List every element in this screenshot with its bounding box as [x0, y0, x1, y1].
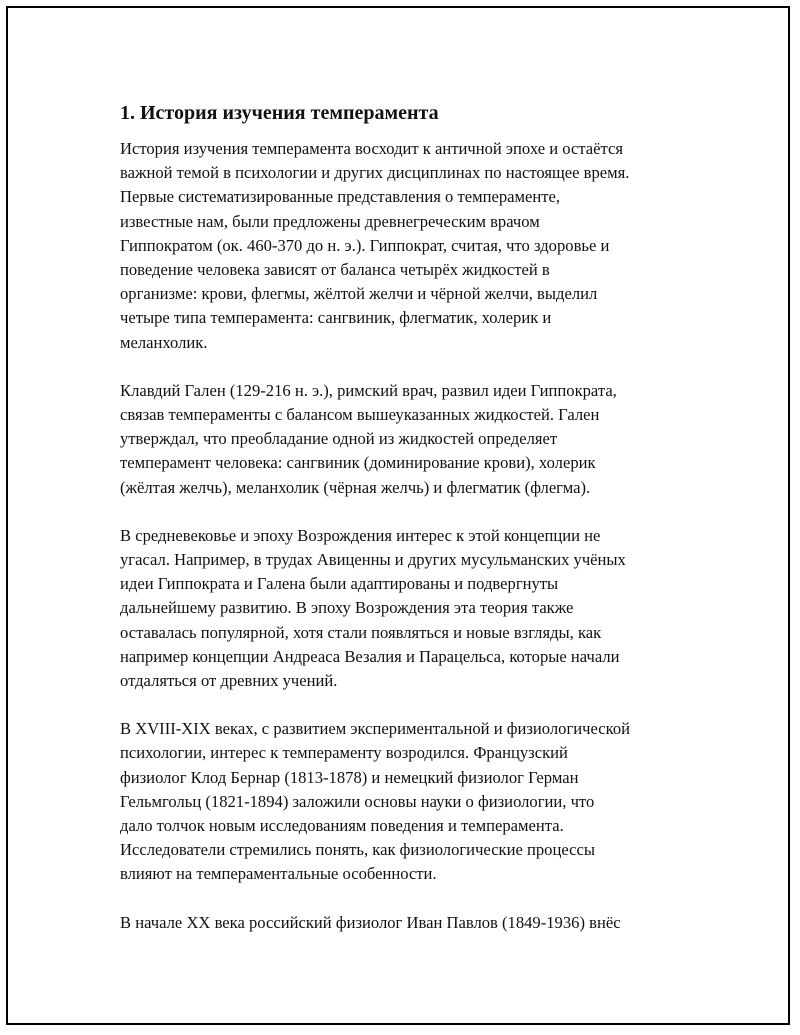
text-line: физиолог Клод Бернар (1813-1878) и немецкий физиолог Герман: [120, 767, 579, 787]
text-line: Исследователи стремились понять, как физиологические процессы: [120, 840, 596, 860]
paragraph-5: [120, 911, 700, 935]
text-line: связав темпераменты с балансом вышеуказанных жидкостей. Гален: [120, 405, 600, 425]
text-line: Гиппократом (ок. 460-370 до н. э.). Гиппократ, считая, что здоровье и: [120, 235, 610, 255]
text-line: влияют на темпераментальные особенности.: [120, 864, 437, 884]
text-line: меланхолик.: [120, 332, 208, 352]
text-line: утверждал, что преобладание одной из жидкостей определяет: [120, 429, 558, 449]
text-line: психологии, интерес к темпераменту возродился. Французский: [120, 743, 568, 763]
text-line: известные нам, были предложены древнегреческим врачом: [120, 211, 540, 231]
paragraph-3: [120, 524, 700, 693]
section-heading: 1. История изучения темперамента: [120, 102, 439, 124]
text-line: оставалась популярной, хотя стали появляться и новые взгляды, как: [120, 622, 602, 642]
text-line: Первые систематизированные представления о темпераменте,: [120, 187, 560, 207]
text-line: дало толчок новым исследованиям поведения и темперамента.: [120, 816, 564, 836]
text-line: Гельмгольц (1821-1894) заложили основы науки о физиологии, что: [120, 791, 595, 811]
paragraph-1: [120, 137, 700, 355]
text-line: дальнейшему развитию. В эпоху Возрождения эта теория также: [120, 598, 574, 618]
text-line: В начале XX века российский физиолог Иван Павлов (1849-1936) внёс: [120, 912, 621, 932]
text-line: организме: крови, флегмы, жёлтой желчи и чёрной желчи, выделил: [120, 284, 598, 304]
text-line: История изучения темперамента восходит к античной эпохе и остаётся: [120, 139, 623, 158]
text-line: идеи Гиппократа и Галена были адаптированы и подвергнуты: [120, 574, 559, 594]
text-line: (жёлтая желчь), меланхолик (чёрная желчь) и флегматик (флегма).: [120, 477, 591, 497]
text-line: поведение человека зависят от баланса четырёх жидкостей в: [120, 260, 550, 280]
text-line: темперамент человека: сангвиник (доминирование крови), холерик: [120, 453, 596, 473]
text-line: четыре типа темперамента: сангвиник, флегматик, холерик и: [120, 308, 552, 328]
text-line: В средневековье и эпоху Возрождения интерес к этой концепции не: [120, 525, 601, 545]
text-line: Клавдий Гален (129-216 н. э.), римский врач, развил идеи Гиппократа,: [120, 380, 617, 400]
document-page: [6, 6, 790, 1025]
text-line: угасал. Например, в трудах Авиценны и других мусульманских учёных: [120, 550, 626, 570]
text-line: отдаляться от древних учений.: [120, 671, 338, 691]
paragraph-2: [120, 379, 700, 500]
paragraph-4: [120, 717, 700, 886]
text-line: например концепции Андреаса Везалия и Парацельса, которые начали: [120, 646, 620, 666]
text-line: В XVIII-XIX веках, с развитием экспериментальной и физиологической: [120, 719, 631, 739]
document-body: [120, 100, 700, 959]
text-line: важной темой в психологии и других дисциплинах по настоящее время.: [120, 163, 630, 183]
